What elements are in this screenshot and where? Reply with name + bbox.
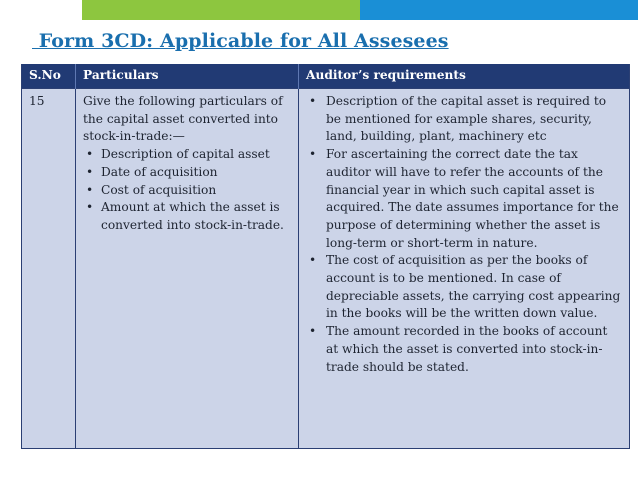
list-item: • Description of the capital asset is required to be mentioned for example shares, security, land, building, plant, machinery etc <box>306 93 622 146</box>
list-item: • Date of acquisition <box>83 164 291 182</box>
top-bar-green-segment <box>82 0 360 20</box>
cell-auditor-requirements <box>299 89 630 449</box>
list-item: • The cost of acquisition as per the books of account is to be mentioned. In case of depreciable assets, the carrying cost appearing in the books will be the written down value. <box>306 252 622 323</box>
top-color-bar <box>0 0 638 20</box>
header-auditor-requirements: Auditor’s requirements <box>299 64 630 89</box>
particulars-list <box>83 146 291 235</box>
header-particulars: Particulars <box>76 64 299 89</box>
cell-particulars <box>76 89 299 449</box>
form-3cd-table <box>21 64 630 449</box>
particulars-intro: Give the following particulars of the capital asset converted into stock-in-trade:— <box>83 94 283 144</box>
table-row <box>22 89 630 449</box>
requirements-list <box>306 93 622 376</box>
list-item: • Description of capital asset <box>83 146 291 164</box>
cell-sno: 15 <box>22 89 76 449</box>
page-title: Form 3CD: Applicable for All Assesees <box>32 30 449 52</box>
table-header-row <box>22 64 630 89</box>
list-item: • Cost of acquisition <box>83 182 291 200</box>
list-item: • Amount at which the asset is converted into stock-in-trade. <box>83 199 291 234</box>
list-item: • The amount recorded in the books of account at which the asset is converted into stock-in-trade should be stated. <box>306 323 622 376</box>
header-sno: S.No <box>22 64 76 89</box>
list-item: • For ascertaining the correct date the tax auditor will have to refer the accounts of the financial year in which such capital asset is acquired. The date assumes importance for the purpose of determining whether the asset is long-term or short-term in nature. <box>306 146 622 252</box>
top-bar-blue-segment <box>360 0 638 20</box>
